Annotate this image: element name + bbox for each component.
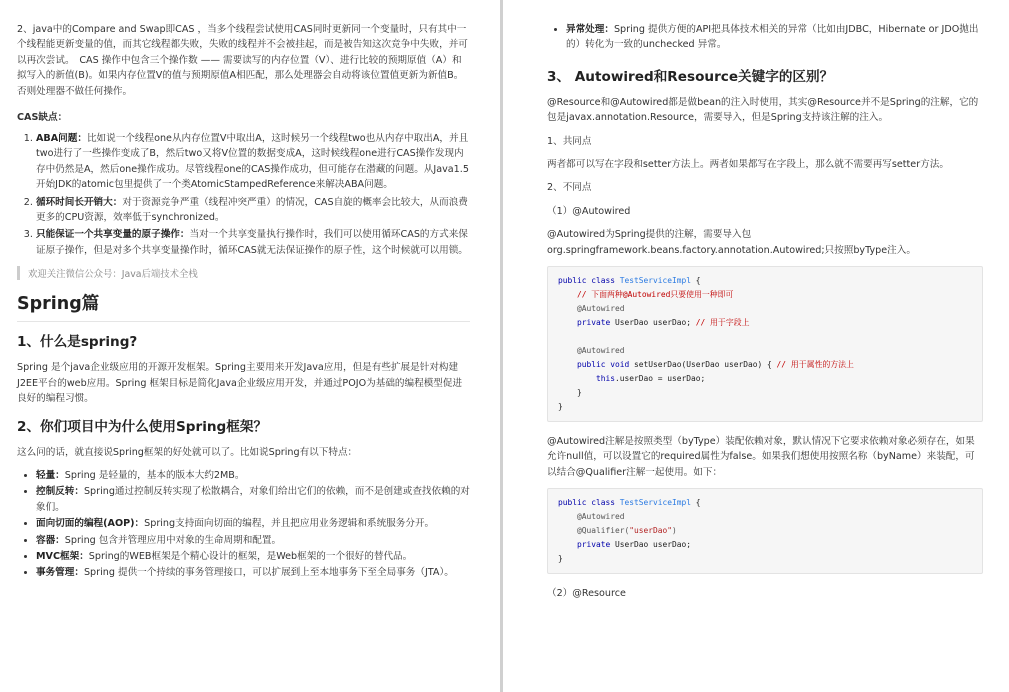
item-text: 比如说一个线程one从内存位置V中取出A，这时候另一个线程two也从内存中取出A，并且two进行了一些操作变成了B，然后two又将V位置的数据变成A，这时候线程one进行CAS操作发现内存中仍然是A，然后one操作成功。尽管线程one的CAS操作成功，但可能存在潜藏的问题。从Java1.5开始JDK的atomic包里提供了一个类AtomicStampedReference来解决ABA问题。 xyxy=(36,133,469,191)
item-title: 控制反转： xyxy=(36,486,84,498)
item-title: 循环时间长开销大： xyxy=(36,196,123,208)
item-text: 当对一个共享变量执行操作时，我们可以使用循环CAS的方式来保证原子操作，但是对多个共享变量操作时，循环CAS就无法保证操作的原子性，这个时候就可以用锁。 xyxy=(36,229,468,256)
question-3-title: 3、 Autowired和Resource关键字的区别？ xyxy=(547,68,834,85)
feature-list-continued xyxy=(547,22,983,53)
autowired-label: （1）@Autowired xyxy=(547,205,631,217)
autowired-text-2: @Autowired注解是按照类型（byType）装配依赖对象，默认情况下它要求依赖对象必须存在，如果允许null值，可以设置它的required属性为false。如果我们想使用按照名称（byName）来装配，可以结合@Qualifier注解一起使用。如下： xyxy=(547,436,975,478)
item-text: Spring 提供一个持续的事务管理接口，可以扩展到上至本地事务下至全局事务（JTA）。 xyxy=(83,567,454,579)
item-title: 轻量： xyxy=(36,469,65,481)
item-title: 只能保证一个共享变量的原子操作： xyxy=(36,229,190,241)
left-page xyxy=(0,0,500,692)
autowired-text: @Autowired为Spring提供的注解，需要导入包org.springframework.beans.factory.annotation.Autowired;只按照byType注入。 xyxy=(547,229,916,256)
list-item xyxy=(36,131,470,193)
question-2-intro: 这么问的话，就直接说Spring框架的好处就可以了。比如说Spring有以下特点： xyxy=(17,446,358,458)
item-text: Spring 提供方便的API把具体技术相关的异常（比如由JDBC，Hibernate or JDO抛出的）转化为一致的unchecked 异常。 xyxy=(566,24,979,51)
item-title: 事务管理： xyxy=(36,567,84,579)
code-block-1: public class TestServiceImpl { // 下面两种@Autowired只要使用一种即可 @Autowired private UserDao userDao; // 用于字段上 @Autowired public void setUserDao(UserDao userDao) { // 用于属性的方法上 this.userDao = userDao; } } xyxy=(547,266,983,422)
item-text: Spring 是轻量的，基本的版本大约2MB。 xyxy=(64,469,245,481)
feature-list xyxy=(17,468,470,581)
item-title: 异常处理： xyxy=(566,24,614,35)
list-item xyxy=(36,195,470,226)
same-text: 两者都可以写在字段和setter方法上。两者如果都写在字段上，那么就不需要再写setter方法。 xyxy=(547,159,949,171)
item-text: Spring的WEB框架是个精心设计的框架，是Web框架的一个很好的替代品。 xyxy=(88,550,413,562)
item-title: 面向切面的编程(AOP)： xyxy=(36,518,145,530)
question-1-title: 1、什么是spring? xyxy=(17,334,138,351)
code-block-2: public class TestServiceImpl { @Autowired @Qualifier("userDao") private UserDao userDao; } xyxy=(547,488,983,574)
item-text: Spring支持面向切面的编程，并且把应用业务逻辑和系统服务分开。 xyxy=(144,518,435,530)
list-item xyxy=(36,565,470,580)
item-title: ABA问题： xyxy=(36,133,87,145)
list-item xyxy=(36,484,470,515)
item-title: MVC框架： xyxy=(36,550,89,562)
list-item xyxy=(36,227,470,258)
section-title: Spring篇 xyxy=(17,290,470,322)
item-text: Spring通过控制反转实现了松散耦合，对象们给出它们的依赖，而不是创建或查找依赖的对象们。 xyxy=(36,486,470,513)
list-item xyxy=(566,22,983,53)
item-text: Spring 包含并管理应用中对象的生命周期和配置。 xyxy=(64,534,282,546)
item-text: 对于资源竞争严重（线程冲突严重）的情况，CAS自旋的概率会比较大，从而浪费更多的CPU资源，效率低于synchronized。 xyxy=(36,196,468,224)
blockquote: 欢迎关注微信公众号：Java后端技术全栈 xyxy=(17,266,470,280)
question-1-answer: Spring 是个java企业级应用的开源开发框架。Spring主要用来开发Java应用，但是有些扩展是针对构建J2EE平台的web应用。Spring 框架目标是简化Java企业级应用开发，并通过POJO为基础的编程模型促进良好的编程习惯。 xyxy=(17,362,463,405)
list-item xyxy=(36,533,470,548)
cas-cons-label: CAS缺点： xyxy=(17,112,68,124)
right-page xyxy=(503,0,1009,692)
cas-paragraph: 2、java中的Compare and Swap即CAS ，当多个线程尝试使用CAS同时更新同一个变量时，只有其中一个线程能更新变量的值，而其它线程都失败，失败的线程并不会被挂起，而是被告知这次竞争中失败，并可以再次尝试。 CAS 操作中包含三个操作数 —— 需要读写的内存位置（V）、进行比较的预期原值（A）和拟写入的新值(B)。如果内存位置V的值与预期原值A相匹配，那么处理器会自动将该位置值更新为新值B。否则处理器不做任何操作。 xyxy=(17,24,468,97)
list-item xyxy=(36,549,470,564)
question-2-title: 2、你们项目中为什么使用Spring框架？ xyxy=(17,418,268,435)
same-label: 1、共同点 xyxy=(547,135,592,147)
question-3-intro: @Resource和@Autowired都是做bean的注入时使用，其实@Resource并不是Spring的注解，它的包是javax.annotation.Resource，需要导入，但是Spring支持该注解的注入。 xyxy=(547,96,979,124)
cas-cons-list xyxy=(17,131,470,258)
diff-label: 2、不同点 xyxy=(547,182,592,194)
list-item xyxy=(36,516,470,531)
list-item xyxy=(36,468,470,483)
item-title: 容器： xyxy=(36,534,65,546)
resource-label: （2）@Resource xyxy=(547,588,626,600)
